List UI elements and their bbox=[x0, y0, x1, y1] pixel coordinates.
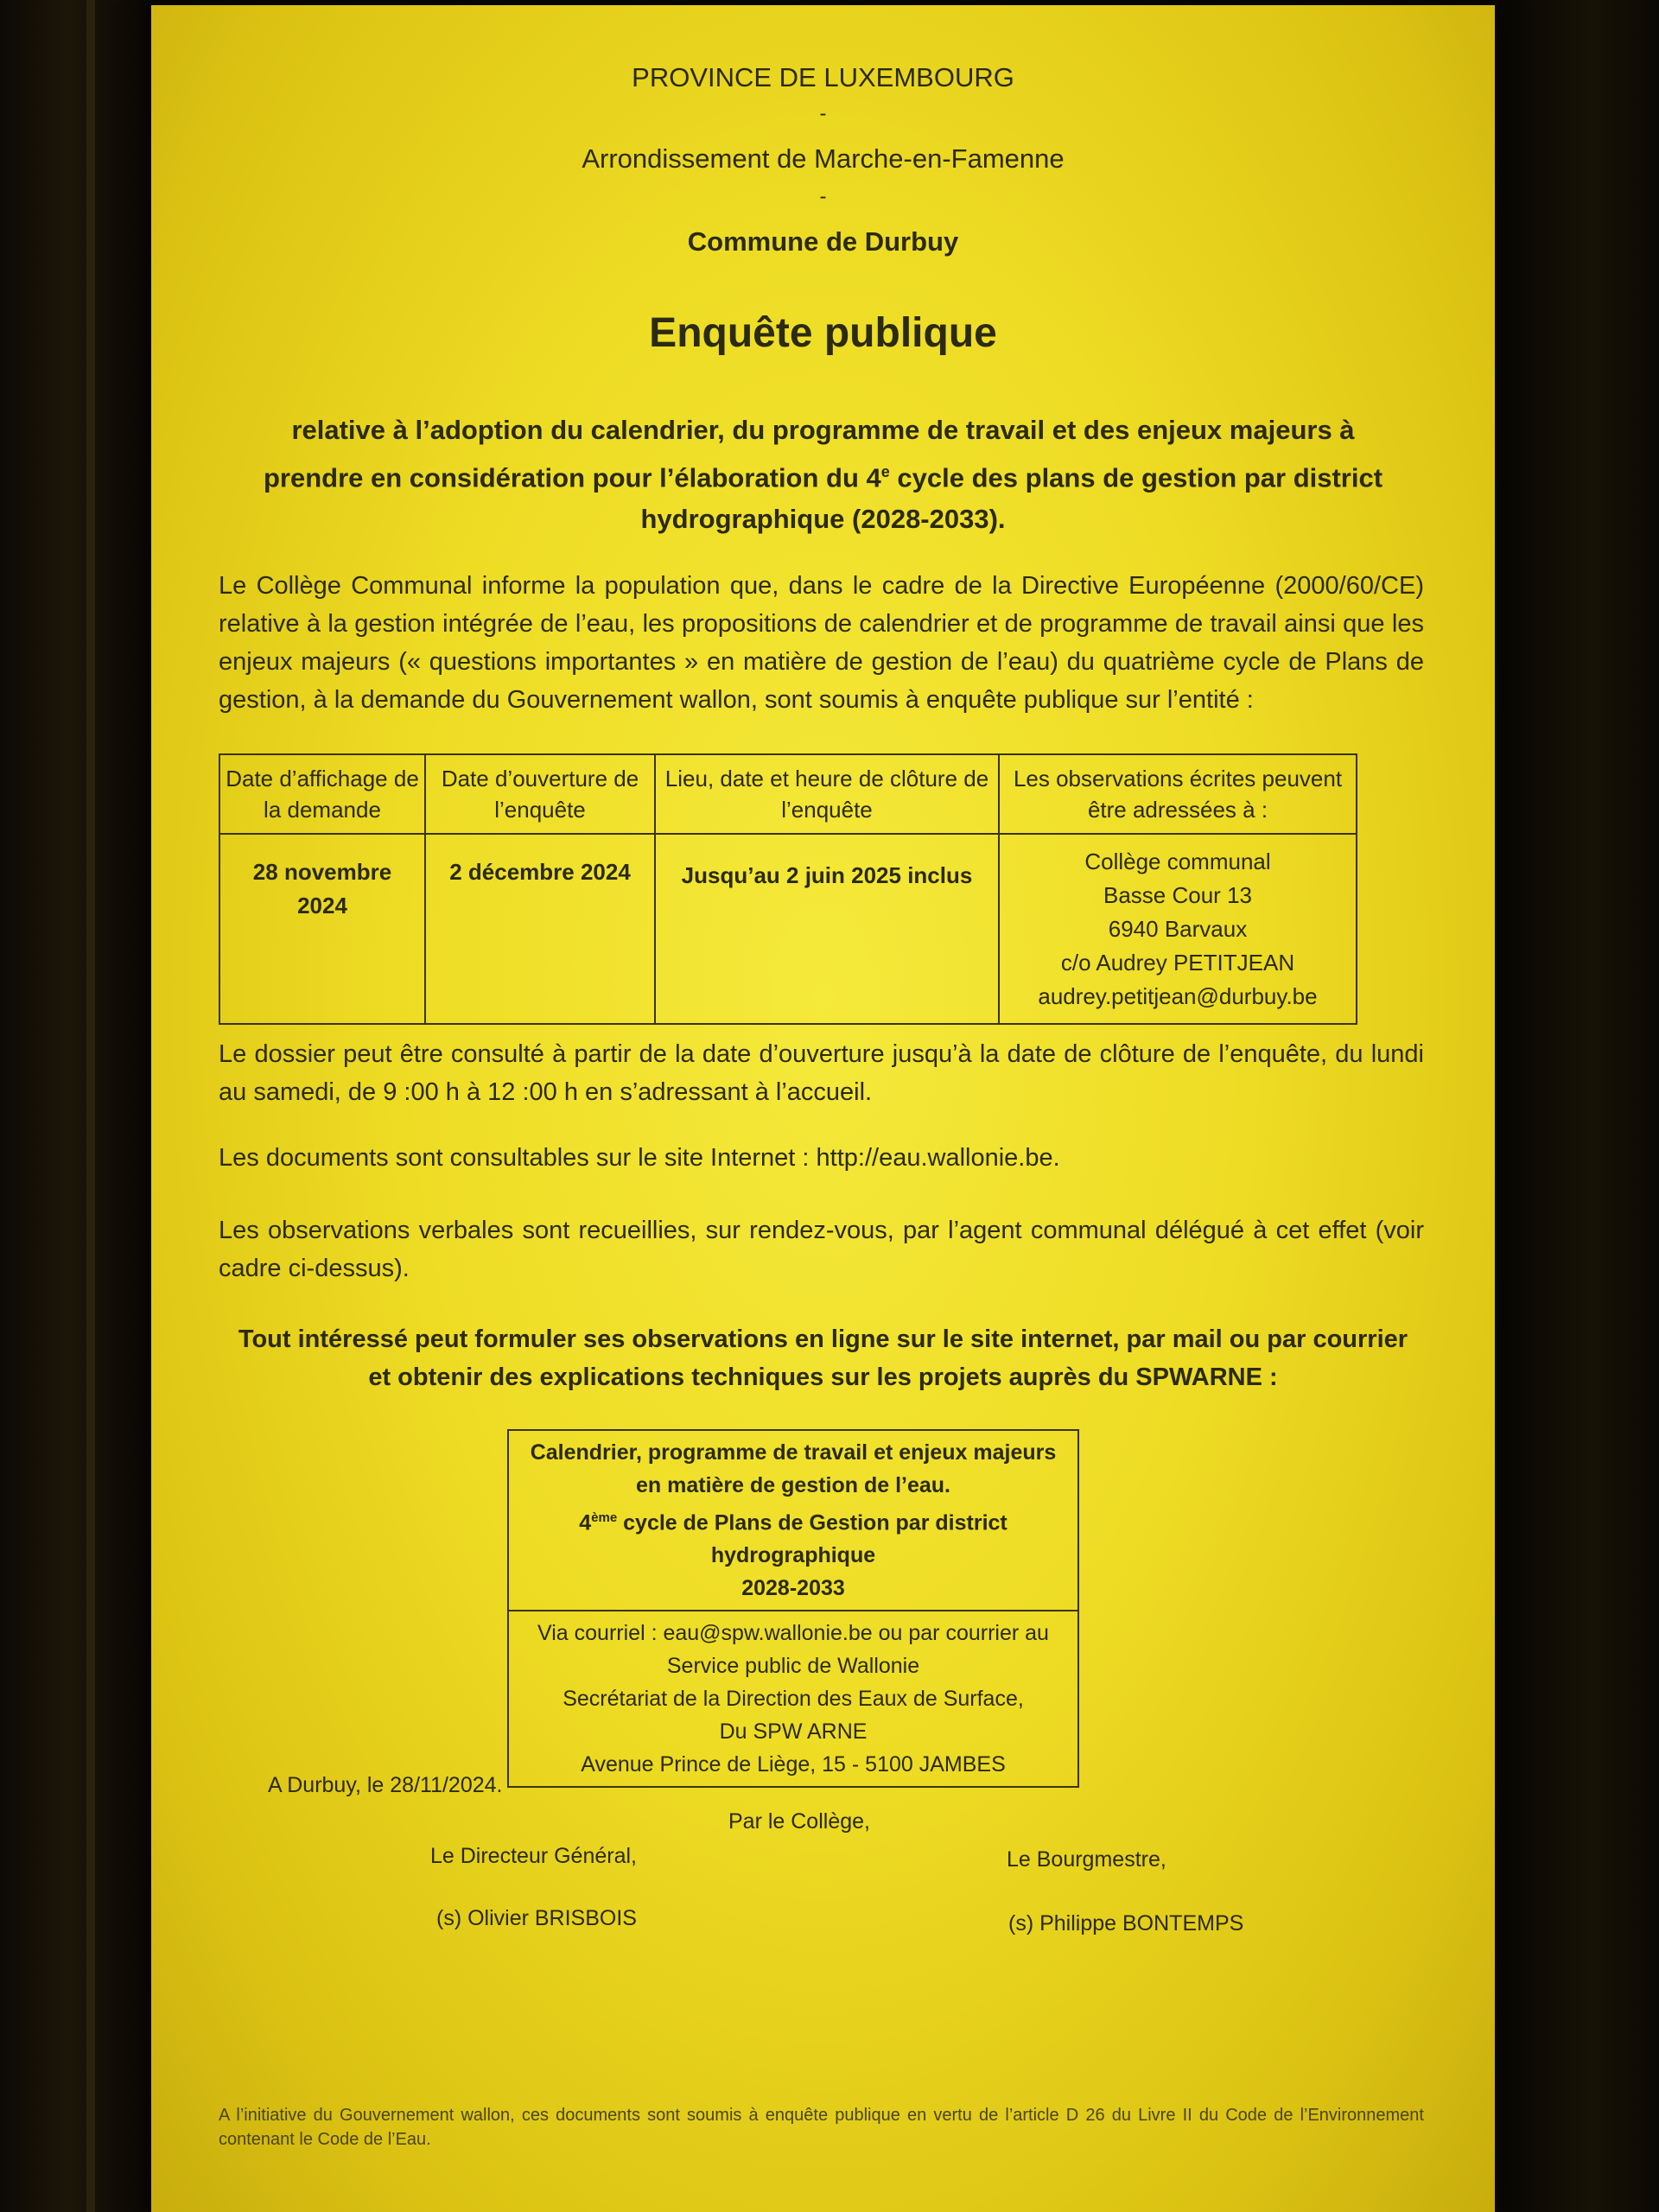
opening-date-cell: 2 décembre 2024 bbox=[425, 834, 655, 1024]
director-title: Le Directeur Général, bbox=[430, 1844, 638, 1868]
commune-heading: Commune de Durbuy bbox=[687, 226, 959, 257]
header-separator: - bbox=[819, 102, 827, 125]
contact-title-years: 2028-2033 bbox=[741, 1576, 845, 1601]
subtitle bbox=[246, 410, 1400, 540]
verbal-observations-paragraph: Les observations verbales sont recueillies, sur rendez-vous, par l’agent communal délégué à cet effet (voir cadre ci-dessus). bbox=[219, 1217, 1424, 1282]
subtitle-text: relative à l’adoption du calendrier, du programme de travail et des enjeux majeurs à prendre en considération pour l’élaboration du 4 bbox=[263, 415, 1355, 493]
contact-line: Secrétariat de la Direction des Eaux de Surface, bbox=[563, 1687, 1024, 1712]
contact-line: Du SPW ARNE bbox=[719, 1719, 868, 1745]
address-line: Collège communal bbox=[1084, 848, 1271, 874]
column-header: Date d’ouverture de l’enquête bbox=[425, 754, 655, 834]
column-header: Les observations écrites peuvent être adressées à : bbox=[999, 754, 1357, 834]
address-line: c/o Audrey PETITJEAN bbox=[1060, 949, 1295, 976]
contact-line: Via courriel : eau@spw.wallonie.be ou par courrier au bbox=[537, 1621, 1049, 1646]
cycle-superscript: ème bbox=[591, 1510, 618, 1525]
mayor-signature: (s) Philippe BONTEMPS bbox=[1008, 1911, 1244, 1936]
contact-line: Service public de Wallonie bbox=[666, 1654, 920, 1679]
email-address: audrey.petitjean@durbuy.be bbox=[1038, 982, 1318, 1009]
column-header: Lieu, date et heure de clôture de l’enquête bbox=[655, 754, 999, 834]
contact-box-body-row bbox=[508, 1611, 1078, 1787]
documents-paragraph: Les documents sont consultables sur le site Internet : http://eau.wallonie.be. bbox=[219, 1144, 1060, 1172]
address-cell bbox=[999, 834, 1357, 1024]
consultation-paragraph: Le dossier peut être consulté à partir de la date d’ouverture jusqu’à la date de clôture de l’enquête, du lundi au samedi, de 9 :00 h à 12 :00 h en s’adressant à l’accueil. bbox=[219, 1040, 1424, 1106]
call-to-action: Tout intéressé peut formuler ses observations en ligne sur le site internet, par mail ou par courrier et obtenir des explications techniques sur les projets auprès du SPWARNE : bbox=[238, 1325, 1408, 1391]
contact-line: Avenue Prince de Liège, 15 - 5100 JAMBES bbox=[581, 1752, 1006, 1777]
cycle-number: 4 bbox=[579, 1510, 592, 1535]
intro-paragraph: Le Collège Communal informe la population que, dans le cadre de la Directive Européenne (2000/60/CE) relative à la gestion intégrée de l’eau, les propositions de calendrier et de programme de travail ainsi que les enjeux majeurs (« questions importantes » en matière de gestion de l’eau) du quatrième cycle de Plans de gestion, à la demande du Gouvernement wallon, sont soumis à enquête publique sur l’entité : bbox=[219, 572, 1424, 714]
mayor-title: Le Bourgmestre, bbox=[1007, 1847, 1166, 1872]
subtitle-superscript: e bbox=[880, 463, 890, 480]
contact-title-line: Calendrier, programme de travail et enjeux majeurs en matière de gestion de l’eau. bbox=[530, 1440, 1057, 1497]
notice-content bbox=[151, 5, 1495, 2212]
footer-note: A l’initiative du Gouvernement wallon, ces documents sont soumis à enquête publique en vertu de l’article D 26 du Livre II du Code de l’Environnement contenant le Code de l’Eau. bbox=[219, 2106, 1424, 2149]
subtitle-text: cycle des plans de gestion par district hydrographique (2028-2033). bbox=[640, 462, 1383, 535]
contact-box-header-row bbox=[508, 1430, 1078, 1611]
director-signature: (s) Olivier BRISBOIS bbox=[436, 1906, 637, 1930]
frame-edge bbox=[86, 0, 95, 2212]
by-college: Par le Collège, bbox=[728, 1809, 870, 1834]
contact-title-line bbox=[516, 1502, 1071, 1572]
place-date: A Durbuy, le 28/11/2024. bbox=[268, 1773, 503, 1797]
schedule-table bbox=[219, 753, 1357, 1025]
table-header-row bbox=[219, 754, 1357, 834]
page-title: Enquête publique bbox=[649, 310, 997, 356]
table-row bbox=[219, 834, 1357, 1024]
header-separator: - bbox=[819, 185, 827, 208]
contact-box-title bbox=[508, 1430, 1078, 1611]
column-header: Date d’affichage de la demande bbox=[219, 754, 425, 834]
notice-sheet bbox=[151, 5, 1495, 2212]
address-line: 6940 Barvaux bbox=[1108, 915, 1248, 942]
cycle-text: cycle de Plans de Gestion par district hydrographique bbox=[617, 1510, 1007, 1568]
contact-box-body bbox=[508, 1611, 1078, 1787]
province-heading: PROVINCE DE LUXEMBOURG bbox=[632, 62, 1014, 92]
closing-date-cell: Jusqu’au 2 juin 2025 inclus bbox=[655, 834, 999, 1024]
address-line: Basse Cour 13 bbox=[1103, 881, 1252, 908]
contact-box bbox=[507, 1429, 1079, 1788]
posting-date-cell: 28 novembre 2024 bbox=[219, 834, 425, 1024]
arrondissement-heading: Arrondissement de Marche-en-Famenne bbox=[582, 143, 1065, 174]
